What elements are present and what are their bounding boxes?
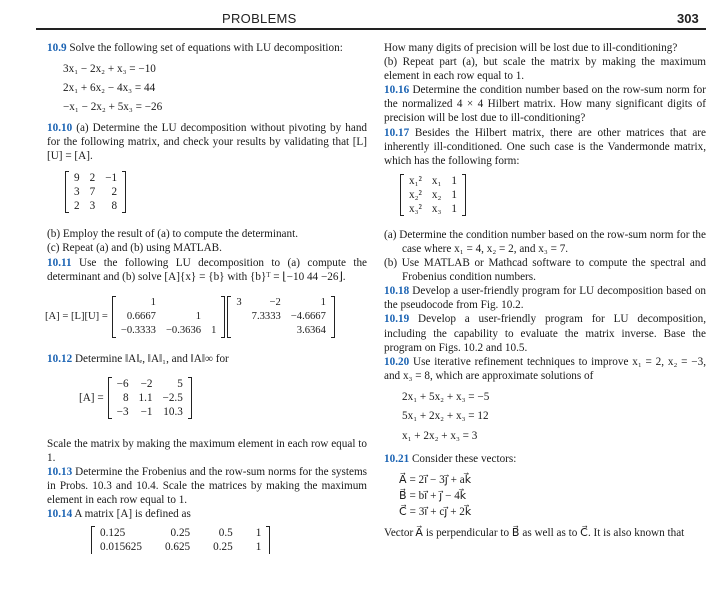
problem-number: 10.11: [47, 256, 72, 269]
problem-text: Besides the Hilbert matrix, there are other matrices that are inherently ill-conditioned. One such case is the Vandermonde matrix, which has the following form:: [384, 126, 706, 167]
matrix-table: [95, 526, 266, 554]
vector-a: A⃗ = 2i⃗ − 3j⃗ + ak⃗: [399, 474, 472, 487]
equation: 5x₁ + 2x₂ + x₃ = 12: [402, 410, 489, 423]
matrix-cell: 0.125: [100, 527, 126, 540]
problem-text: Use the following LU decomposition to (a) compute the determinant and (b) solve [A]{x} = {b} with {b}ᵀ = ⌊−10 44 −26⌋.: [47, 256, 367, 283]
vector-definitions: [399, 472, 706, 520]
problem-10-10c: (c) Repeat (a) and (b) using MATLAB.: [47, 242, 222, 255]
lu-decomposition: [45, 292, 367, 342]
matrix-cell: 0.25: [170, 527, 191, 540]
problem-text: Determine the Frobenius and the row-sum norms for the systems in Probs. 10.3 and 10.4. Scale the matrices by making the maximum element in each row equal to 1.: [47, 466, 367, 507]
matrix-cell: −3: [116, 405, 129, 418]
matrix-table: [116, 296, 222, 338]
problem-number: 10.9: [47, 42, 67, 54]
matrix-cell: [231, 324, 246, 338]
matrix-cell: 1: [451, 174, 457, 187]
matrix-cell: −4.6667: [290, 310, 326, 322]
problem-10-10b: (b) Employ the result of (a) to compute the determinant.: [47, 228, 299, 241]
matrix-cell: 0.015625: [100, 541, 142, 554]
bracket-right: [462, 174, 466, 216]
matrix-cell: 3.6364: [296, 324, 326, 336]
matrix-cell: 7: [89, 186, 96, 199]
problem-text: Develop a user-friendly program for LU decomposition, including the capability to evaluate the matrix inverse. Base the program on Figs. 10.2 and 10.5.: [384, 313, 706, 354]
matrix-cell: −2.5: [162, 391, 183, 404]
matrix-cell: 3: [89, 200, 96, 213]
matrix-10-12-row: [79, 373, 367, 423]
matrix-cell: 1.1: [138, 391, 153, 404]
problem-text: Determine the condition number based on the row-sum norm for the normalized 4 × 4 Hilbert matrix. How many significant digits of precision will be lost due to ill-conditioning?: [384, 84, 707, 125]
vector-c: C⃗ = 3i⃗ + cj⃗ + 2k⃗: [399, 506, 472, 519]
matrix-cell: 1: [195, 310, 202, 322]
problem-10-12: [47, 352, 367, 366]
matrix-cell: 0.6667: [126, 310, 156, 322]
matrix-cell: −2: [140, 377, 153, 390]
header-rule: [36, 28, 706, 30]
matrix-cell: 1: [255, 527, 262, 540]
problem-10-17a: (a) Determine the condition number based on the row-sum norm for the case where x₁ = 4, x₂ = 2, and x₃ = 7.: [384, 228, 706, 255]
page-number: 303: [677, 11, 699, 26]
problem-text: A matrix [A] is defined as: [74, 508, 191, 521]
matrix-10-14: [91, 526, 270, 554]
problem-10-20: [384, 355, 706, 383]
problem-number: 10.13: [47, 466, 73, 479]
problem-10-19: [384, 312, 706, 354]
matrix-cell: 0.25: [213, 541, 233, 554]
problem-text: Consider these vectors:: [411, 453, 517, 466]
problem-10-17: [384, 126, 706, 168]
bracket-right: [331, 296, 335, 338]
matrix-table: [231, 296, 331, 338]
problem-text: (a) Determine the LU decomposition without pivoting by hand for the following matrix, and check your results by validating that [L][U] = [A].: [47, 122, 368, 163]
problem-text: Use iterative refinement techniques to improve x₁ = 2, x₂ = −3, and x₃ = 8, which are approximate solutions of: [384, 355, 707, 382]
u-matrix: [227, 296, 335, 338]
vector-b: B⃗ = bi⃗ + j⃗ − 4k⃗: [399, 490, 467, 503]
matrix-cell: [231, 310, 246, 324]
a-label: [A] =: [79, 391, 104, 404]
lu-label: [A] = [L][U] =: [45, 310, 108, 322]
matrix-cell: 1: [211, 324, 217, 336]
matrix-cell: 2: [89, 172, 96, 185]
problem-number: 10.14: [47, 508, 73, 521]
matrix-cell: [161, 296, 206, 310]
equation: 2x₁ + 6x₂ − 4x₃ = 44: [63, 82, 156, 95]
matrix-cell: [206, 296, 221, 310]
matrix-cell: −0.3636: [165, 324, 202, 336]
bracket-right: [221, 296, 225, 338]
matrix-cell: x₁²: [409, 174, 422, 187]
matrix-cell: 0.625: [164, 541, 191, 554]
problem-text: Solve the following set of equations with LU decomposition:: [69, 42, 343, 54]
problem-text: Develop a user-friendly program for LU decomposition based on the pseudocode from Fig. 10.2.: [384, 285, 707, 312]
problem-10-10: [47, 121, 367, 163]
problem-10-21: [384, 452, 706, 466]
problem-number: 10.16: [384, 84, 410, 97]
matrix-cell: x₂: [431, 188, 442, 201]
problem-10-17b: (b) Use MATLAB or Mathcad software to compute the spectral and Frobenius condition numbers.: [384, 257, 706, 284]
problem-part-b: (b) Repeat part (a), but scale the matrix by making the maximum element in each row equal to 1.: [384, 56, 706, 83]
matrix-table: [112, 377, 188, 419]
equation: 2x₁ + 5x₂ + x₃ = −5: [402, 390, 490, 403]
bracket-right: [188, 377, 192, 419]
matrix-table: [404, 174, 462, 216]
matrix-cell: 8: [111, 200, 118, 213]
perpendicular-statement: Vector A⃗ is perpendicular to B⃗ as well as to C⃗. It is also known that: [384, 527, 685, 540]
matrix-cell: 9: [74, 172, 80, 185]
matrix-table: [69, 171, 122, 213]
problem-10-18: [384, 284, 706, 312]
matrix-cell: 2: [74, 200, 80, 213]
matrix-cell: x₃: [431, 202, 442, 215]
matrix-cell: 8: [122, 391, 129, 404]
problem-number: 10.12: [47, 352, 73, 365]
matrix-cell: 1: [320, 296, 326, 308]
right-column: [384, 41, 706, 541]
problem-10-9: [47, 41, 367, 55]
problem-number: 10.10: [47, 122, 73, 135]
matrix-cell: 3: [236, 296, 242, 308]
vandermonde-matrix: [400, 174, 466, 216]
problem-text: Determine ‖A‖ₑ, ‖A‖₁, and ‖A‖∞ for: [74, 352, 229, 365]
problem-10-11: [47, 256, 367, 284]
problem-number: 10.19: [384, 313, 410, 326]
matrix-cell: −1: [140, 405, 153, 418]
matrix-cell: 7.3333: [251, 310, 281, 322]
matrix-cell: −6: [116, 377, 129, 390]
problem-10-16: [384, 83, 706, 125]
equation-system-10-20: [384, 388, 706, 447]
bracket-right: [122, 171, 126, 213]
matrix-cell: −2: [269, 296, 281, 308]
matrix-cell: 5: [177, 377, 183, 390]
matrix-cell: 2: [111, 186, 118, 199]
equation-system-10-9: [47, 60, 367, 117]
equation: x₁ + 2x₂ + x₃ = 3: [402, 429, 478, 442]
matrix-cell: x₁: [431, 174, 442, 187]
matrix-cell: x₂²: [409, 188, 422, 201]
problem-number: 10.20: [384, 355, 410, 368]
problem-number: 10.21: [384, 453, 410, 466]
matrix-cell: 1: [150, 296, 156, 308]
matrix-cell: −1: [105, 172, 118, 185]
matrix-cell: −0.3333: [120, 324, 156, 336]
matrix-cell: [247, 324, 286, 338]
matrix-cell: 1: [451, 202, 457, 215]
matrix-cell: [206, 310, 221, 324]
matrix-10-10: [65, 171, 126, 213]
problem-number: 10.18: [384, 285, 410, 298]
problem-number: 10.17: [384, 126, 410, 139]
bracket-right: [266, 526, 270, 554]
matrix-cell: 10.3: [163, 405, 183, 418]
equation: 3x₁ − 2x₂ + x₃ = −10: [63, 63, 156, 76]
matrix-cell: 3: [74, 186, 80, 199]
section-title: PROBLEMS: [222, 11, 297, 26]
problem-10-14: [47, 507, 367, 521]
matrix-cell: 1: [255, 541, 262, 554]
left-column: [47, 41, 367, 559]
problem-10-13: [47, 465, 367, 507]
matrix-cell: 1: [451, 188, 457, 201]
continued-text: How many digits of precision will be lost due to ill-conditioning?: [384, 42, 678, 54]
matrix-cell: x₃²: [409, 202, 422, 215]
scale-instruction: Scale the matrix by making the maximum element in each row equal to 1.: [47, 437, 367, 464]
equation: −x₁ − 2x₂ + 5x₃ = −26: [63, 101, 163, 114]
matrix-10-12: [108, 377, 192, 419]
matrix-cell: 0.5: [218, 527, 233, 540]
l-matrix: [112, 296, 226, 338]
